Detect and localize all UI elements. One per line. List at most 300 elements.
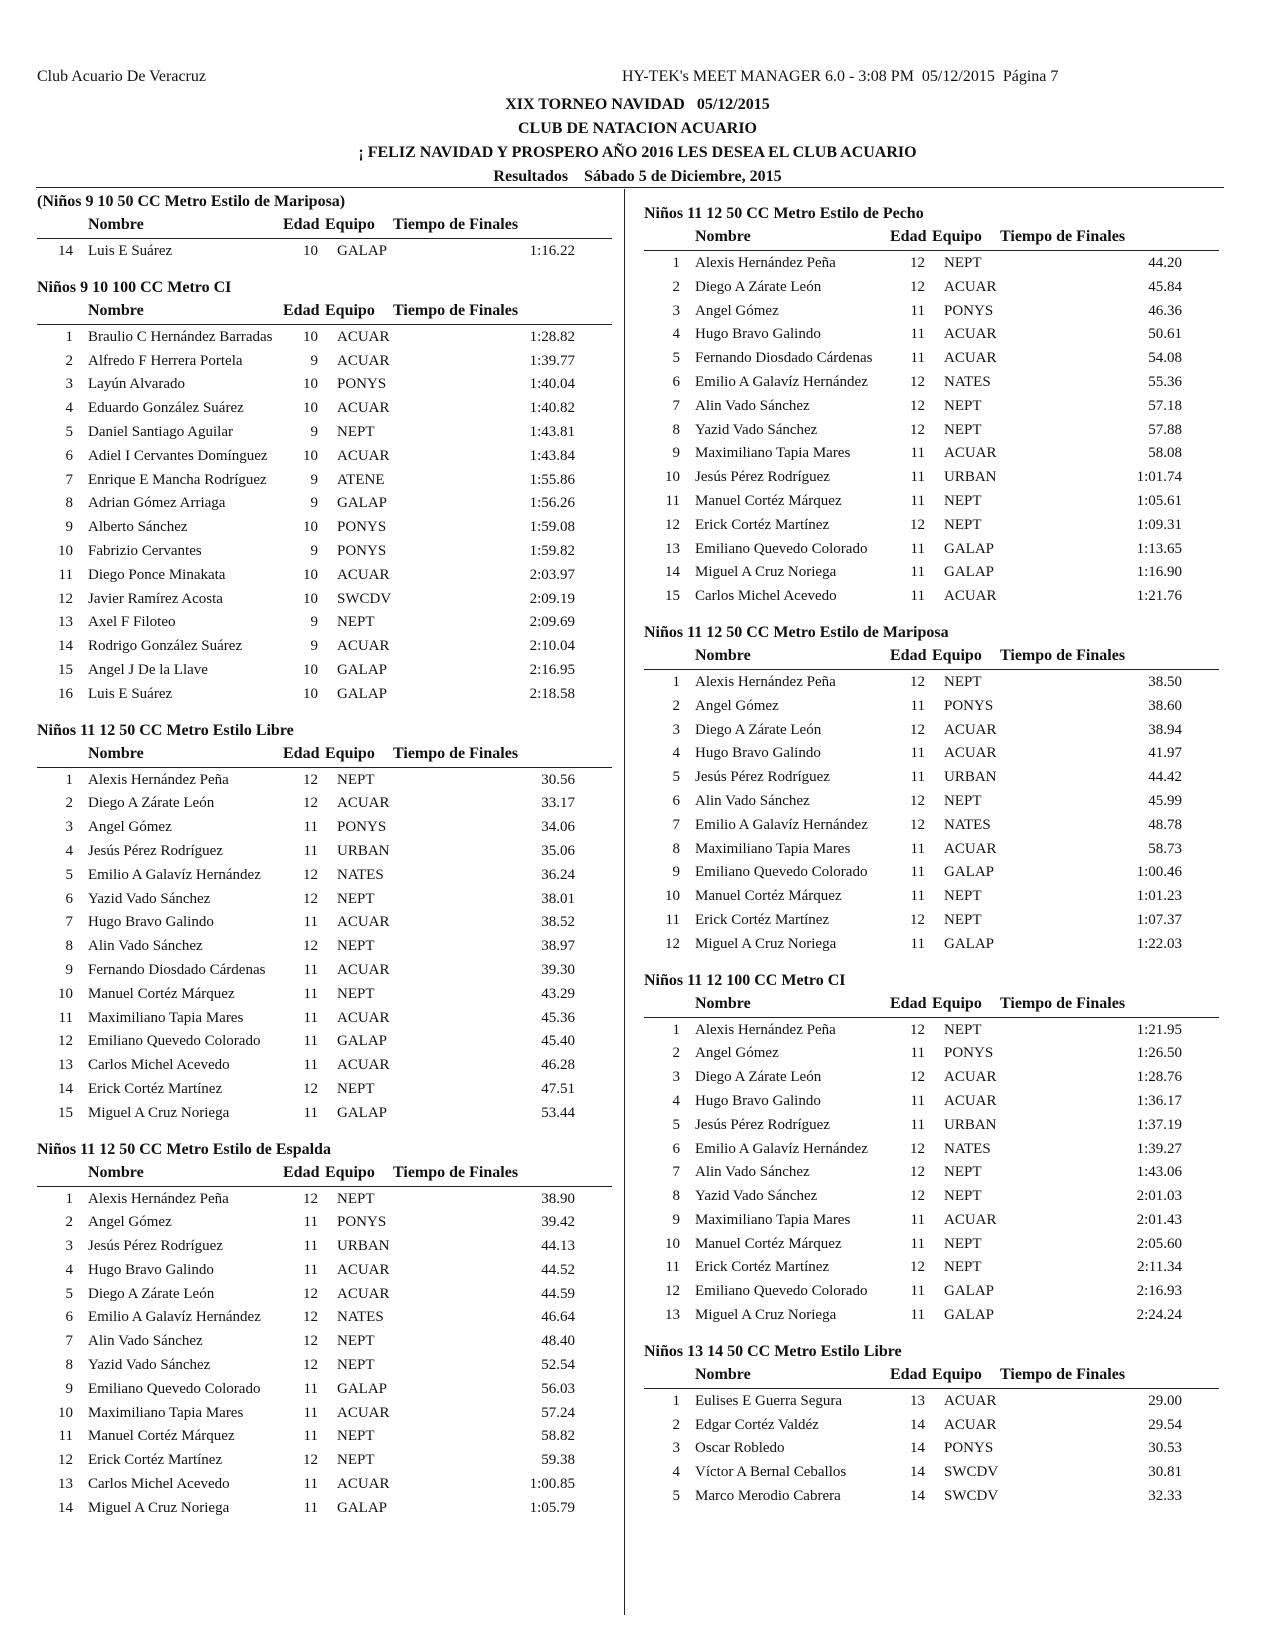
final-time: 45.84 [1148, 278, 1182, 295]
swimmer-name: Miguel A Cruz Noriega [695, 935, 837, 952]
swimmer-name: Angel Gómez [88, 819, 172, 836]
swimmer-age: 11 [303, 1033, 318, 1050]
final-time: 39.30 [541, 961, 575, 978]
swimmer-age: 11 [303, 1057, 318, 1074]
final-time: 48.78 [1148, 816, 1182, 833]
team: NEPT [944, 1164, 982, 1181]
final-time: 1:09.31 [1136, 516, 1182, 533]
swimmer-name: Miguel A Cruz Noriega [88, 1499, 230, 1516]
header-team: Equipo [325, 301, 375, 319]
team: NEPT [944, 1021, 982, 1038]
place: 9 [672, 1211, 680, 1228]
place: 10 [58, 985, 73, 1002]
place: 9 [672, 864, 680, 881]
place: 12 [58, 1452, 73, 1469]
result-row [37, 398, 612, 422]
swimmer-age: 14 [910, 1440, 925, 1457]
header-time: Tiempo de Finales [1000, 228, 1126, 245]
result-row [644, 743, 1219, 767]
final-time: 57.24 [541, 1404, 575, 1421]
swimmer-name: Jesús Pérez Rodríguez [695, 769, 830, 786]
swimmer-age: 11 [303, 842, 318, 859]
column-header [37, 302, 612, 325]
final-time: 44.42 [1148, 769, 1182, 786]
final-time: 1:01.74 [1136, 469, 1182, 486]
greeting: ¡ FELIZ NAVIDAD Y PROSPERO AÑO 2016 LES DESEA EL CLUB ACUARIO [358, 144, 917, 161]
swimmer-age: 9 [310, 352, 318, 369]
result-row [37, 589, 612, 613]
final-time: 38.01 [541, 890, 575, 907]
header-age: Edad [283, 1163, 320, 1181]
result-row [37, 1212, 612, 1236]
place: 2 [65, 352, 73, 369]
header-team: Equipo [932, 228, 982, 245]
team: ACUAR [944, 745, 997, 762]
swimmer-name: Emiliano Quevedo Colorado [88, 1033, 261, 1050]
team: ACUAR [337, 914, 390, 931]
swimmer-age: 9 [310, 614, 318, 631]
header-time: Tiempo de Finales [1000, 994, 1126, 1012]
final-time: 45.36 [541, 1009, 575, 1026]
swimmer-age: 12 [910, 421, 925, 438]
result-row [644, 586, 1219, 610]
final-time: 1:39.77 [529, 352, 575, 369]
swimmer-age: 10 [303, 661, 318, 678]
final-time: 1:39.27 [1136, 1140, 1182, 1157]
place: 2 [672, 278, 680, 295]
header-age: Edad [890, 994, 927, 1012]
swimmer-age: 11 [910, 697, 925, 714]
swimmer-name: Oscar Robledo [695, 1440, 785, 1457]
swimmer-name: Alin Vado Sánchez [88, 938, 203, 955]
place: 4 [672, 326, 680, 343]
final-time: 1:40.04 [529, 376, 575, 393]
place: 3 [672, 1440, 680, 1457]
team: ACUAR [944, 1092, 997, 1109]
final-time: 35.06 [541, 842, 575, 859]
final-time: 43.29 [541, 985, 575, 1002]
team: NEPT [944, 421, 982, 438]
team: NEPT [337, 890, 375, 907]
swimmer-age: 12 [910, 792, 925, 809]
result-row [644, 1438, 1219, 1462]
team: NATES [944, 816, 991, 833]
swimmer-name: Angel Gómez [88, 1214, 172, 1231]
team: URBAN [944, 469, 997, 486]
result-row [37, 1331, 612, 1355]
swimmer-name: Javier Ramírez Acosta [88, 590, 223, 607]
swimmer-name: Marco Merodio Cabrera [695, 1488, 841, 1505]
swimmer-age: 13 [910, 1392, 925, 1409]
swimmer-age: 9 [310, 471, 318, 488]
event-title: Niños 11 12 50 CC Metro Estilo de Espalda [37, 1140, 331, 1158]
swimmer-name: Diego Ponce Minakata [88, 566, 226, 583]
header-name: Nombre [88, 1163, 144, 1181]
column-header [37, 216, 612, 239]
swimmer-name: Maximiliano Tapia Mares [695, 1211, 851, 1228]
result-row [644, 1210, 1219, 1234]
swimmer-age: 12 [303, 795, 318, 812]
column-header [644, 647, 1219, 670]
club-name: Club Acuario De Veracruz [37, 68, 206, 85]
final-time: 29.54 [1148, 1416, 1182, 1433]
team: GALAP [337, 495, 388, 512]
swimmer-name: Manuel Cortéz Márquez [695, 1235, 842, 1252]
place: 7 [65, 471, 73, 488]
swimmer-name: Adrian Gómez Arriaga [88, 495, 226, 512]
final-time: 1:43.06 [1136, 1164, 1182, 1181]
result-row [37, 422, 612, 446]
event-title: Niños 11 12 50 CC Metro Estilo de Mariposa [644, 623, 949, 641]
team: NEPT [337, 423, 375, 440]
team: GALAP [337, 685, 388, 702]
team: NEPT [337, 1357, 375, 1374]
final-time: 44.52 [541, 1261, 575, 1278]
team: NATES [944, 1140, 991, 1157]
swimmer-name: Emilio A Galavíz Hernández [695, 373, 868, 390]
final-time: 2:01.43 [1136, 1211, 1182, 1228]
place: 10 [58, 1404, 73, 1421]
final-time: 1:43.81 [529, 423, 575, 440]
place: 5 [672, 1488, 680, 1505]
final-time: 41.97 [1148, 745, 1182, 762]
swimmer-name: Miguel A Cruz Noriega [695, 1307, 837, 1324]
team: ACUAR [944, 278, 997, 295]
place: 2 [65, 795, 73, 812]
swimmer-age: 11 [303, 1404, 318, 1421]
final-time: 1:01.23 [1136, 888, 1182, 905]
place: 14 [665, 564, 680, 581]
results-list [644, 1391, 1219, 1510]
place: 2 [672, 1045, 680, 1062]
final-time: 32.33 [1148, 1488, 1182, 1505]
place: 14 [58, 1499, 73, 1516]
swimmer-name: Angel Gómez [695, 1045, 779, 1062]
swimmer-age: 11 [303, 1238, 318, 1255]
swimmer-age: 10 [303, 243, 318, 259]
result-row [37, 1474, 612, 1498]
swimmer-age: 10 [303, 566, 318, 583]
team: ACUAR [337, 961, 390, 978]
result-row [37, 770, 612, 794]
swimmer-name: Diego A Zárate León [88, 795, 215, 812]
result-row [37, 1236, 612, 1260]
result-row [37, 1498, 612, 1522]
result-row [644, 277, 1219, 301]
swimmer-age: 12 [910, 1188, 925, 1205]
final-time: 38.60 [1148, 697, 1182, 714]
team: GALAP [944, 935, 995, 952]
result-row [644, 491, 1219, 515]
swimmer-age: 12 [303, 1452, 318, 1469]
team: PONYS [337, 376, 387, 393]
swimmer-name: Erick Cortéz Martínez [695, 1259, 830, 1276]
result-row [37, 541, 612, 565]
swimmer-age: 12 [910, 397, 925, 414]
team: NEPT [944, 673, 982, 690]
place: 7 [672, 816, 680, 833]
swimmer-name: Manuel Cortéz Márquez [695, 888, 842, 905]
swimmer-age: 12 [303, 1190, 318, 1207]
swimmer-name: Hugo Bravo Galindo [695, 745, 821, 762]
team: ACUAR [337, 400, 390, 417]
place: 8 [65, 495, 73, 512]
final-time: 2:01.03 [1136, 1188, 1182, 1205]
result-row [644, 1462, 1219, 1486]
team: ACUAR [944, 350, 997, 367]
team: NEPT [944, 888, 982, 905]
team: PONYS [337, 819, 387, 836]
place: 5 [672, 1116, 680, 1133]
team: GALAP [337, 661, 388, 678]
swimmer-name: Enrique E Mancha Rodríguez [88, 471, 267, 488]
team: GALAP [337, 1499, 388, 1516]
header-age: Edad [283, 216, 320, 233]
final-time: 1:59.08 [529, 519, 575, 536]
final-time: 39.42 [541, 1214, 575, 1231]
swimmer-name: Erick Cortéz Martínez [695, 516, 830, 533]
place: 1 [65, 328, 73, 345]
final-time: 2:18.58 [529, 685, 575, 702]
final-time: 38.50 [1148, 673, 1182, 690]
result-row [37, 1379, 612, 1403]
event-block [37, 278, 612, 708]
swimmer-name: Emiliano Quevedo Colorado [88, 1380, 261, 1397]
result-row [37, 1355, 612, 1379]
swimmer-age: 12 [303, 1285, 318, 1302]
result-row [644, 934, 1219, 958]
place: 3 [672, 721, 680, 738]
header-rule [36, 187, 1224, 188]
place: 6 [672, 1140, 680, 1157]
swimmer-name: Alfredo F Herrera Portela [88, 352, 243, 369]
result-row [644, 539, 1219, 563]
result-row [37, 1260, 612, 1284]
team: GALAP [337, 1104, 388, 1121]
swimmer-age: 11 [910, 745, 925, 762]
place: 3 [65, 376, 73, 393]
swimmer-name: Hugo Bravo Galindo [88, 1261, 214, 1278]
place: 15 [665, 588, 680, 605]
team: ACUAR [944, 326, 997, 343]
swimmer-name: Manuel Cortéz Márquez [695, 492, 842, 509]
place: 14 [58, 638, 73, 655]
header-team: Equipo [932, 994, 982, 1012]
team: ACUAR [337, 328, 390, 345]
result-row [644, 396, 1219, 420]
team: NEPT [337, 614, 375, 631]
swimmer-name: Maximiliano Tapia Mares [88, 1009, 244, 1026]
swimmer-age: 11 [303, 1009, 318, 1026]
place: 13 [665, 1307, 680, 1324]
swimmer-age: 12 [303, 1357, 318, 1374]
column-header [37, 745, 612, 768]
results-list [37, 770, 612, 1127]
swimmer-age: 12 [910, 516, 925, 533]
swimmer-name: Edgar Cortéz Valdéz [695, 1416, 819, 1433]
swimmer-age: 9 [310, 423, 318, 440]
result-row [37, 351, 612, 375]
final-time: 44.20 [1148, 255, 1182, 271]
swimmer-age: 11 [910, 1116, 925, 1133]
result-row [644, 1020, 1219, 1044]
result-row [37, 1008, 612, 1032]
place: 8 [672, 840, 680, 857]
result-row [37, 612, 612, 636]
swimmer-age: 11 [910, 769, 925, 786]
final-time: 1:16.90 [1136, 564, 1182, 581]
result-row [644, 443, 1219, 467]
place: 3 [672, 1069, 680, 1086]
swimmer-name: Angel Gómez [695, 302, 779, 319]
place: 2 [65, 1214, 73, 1231]
swimmer-age: 11 [910, 445, 925, 462]
team: ACUAR [337, 1009, 390, 1026]
swimmer-name: Daniel Santiago Aguilar [88, 423, 233, 440]
final-time: 1:13.65 [1136, 540, 1182, 557]
place: 3 [672, 302, 680, 319]
swimmer-age: 12 [910, 911, 925, 928]
result-row [37, 684, 612, 708]
swimmer-name: Hugo Bravo Galindo [695, 326, 821, 343]
swimmer-age: 11 [303, 1476, 318, 1493]
team: ACUAR [337, 795, 390, 812]
team: URBAN [944, 1116, 997, 1133]
result-row [644, 1139, 1219, 1163]
swimmer-age: 12 [303, 1080, 318, 1097]
final-time: 46.28 [541, 1057, 575, 1074]
team: GALAP [944, 1283, 995, 1300]
team: NEPT [337, 1428, 375, 1445]
swimmer-name: Eulises E Guerra Segura [695, 1392, 843, 1409]
swimmer-age: 11 [910, 469, 925, 486]
team: URBAN [337, 1238, 390, 1255]
swimmer-age: 14 [910, 1416, 925, 1433]
team: ACUAR [337, 638, 390, 655]
swimmer-name: Emilio A Galavíz Hernández [88, 866, 261, 883]
final-time: 50.61 [1148, 326, 1182, 343]
final-time: 38.97 [541, 938, 575, 955]
result-row [644, 1043, 1219, 1067]
swimmer-age: 12 [910, 1069, 925, 1086]
swimmer-age: 12 [910, 673, 925, 690]
team: NATES [337, 1309, 384, 1326]
final-time: 2:10.04 [529, 638, 575, 655]
result-row [644, 886, 1219, 910]
final-time: 2:03.97 [529, 566, 575, 583]
place: 11 [58, 1009, 73, 1026]
result-row [644, 767, 1219, 791]
swimmer-age: 11 [910, 1283, 925, 1300]
swimmer-age: 11 [910, 1235, 925, 1252]
result-row [644, 815, 1219, 839]
place: 12 [58, 1033, 73, 1050]
swimmer-name: Diego A Zárate León [88, 1285, 215, 1302]
team: NEPT [337, 1452, 375, 1469]
place: 1 [672, 1392, 680, 1409]
final-time: 1:07.37 [1136, 911, 1182, 928]
swimmer-name: Angel J De la Llave [88, 661, 208, 678]
swimmer-age: 10 [303, 376, 318, 393]
team: ACUAR [944, 1069, 997, 1086]
right-column [644, 204, 1219, 1523]
final-time: 59.38 [541, 1452, 575, 1469]
swimmer-age: 11 [303, 1380, 318, 1397]
final-time: 29.00 [1148, 1392, 1182, 1409]
result-row [37, 1403, 612, 1427]
result-row [644, 839, 1219, 863]
result-row [37, 1450, 612, 1474]
place: 5 [672, 350, 680, 367]
results-list [37, 327, 612, 708]
place: 11 [665, 911, 680, 928]
swimmer-name: Miguel A Cruz Noriega [88, 1104, 230, 1121]
swimmer-age: 11 [910, 1092, 925, 1109]
team: ACUAR [337, 566, 390, 583]
final-time: 58.82 [541, 1428, 575, 1445]
swimmer-age: 10 [303, 328, 318, 345]
place: 10 [58, 542, 73, 559]
place: 1 [672, 1021, 680, 1038]
swimmer-name: Jesús Pérez Rodríguez [695, 469, 830, 486]
team: NEPT [337, 1190, 375, 1207]
result-row [644, 348, 1219, 372]
results-list [37, 1189, 612, 1522]
swimmer-name: Emiliano Quevedo Colorado [695, 1283, 868, 1300]
swimmer-age: 11 [910, 1307, 925, 1324]
swimmer-age: 11 [303, 1499, 318, 1516]
team: GALAP [337, 243, 388, 259]
result-row [37, 327, 612, 351]
swimmer-name: Erick Cortéz Martínez [88, 1080, 223, 1097]
swimmer-age: 11 [303, 1214, 318, 1231]
result-row [644, 1162, 1219, 1186]
final-time: 1:28.82 [529, 328, 575, 345]
team: ATENE [337, 471, 385, 488]
event-block [37, 721, 612, 1127]
swimmer-age: 11 [910, 326, 925, 343]
header-age: Edad [890, 1365, 927, 1383]
place: 1 [65, 771, 73, 788]
header-age: Edad [890, 646, 927, 664]
swimmer-name: Miguel A Cruz Noriega [695, 564, 837, 581]
result-row [644, 301, 1219, 325]
final-time: 2:24.24 [1136, 1307, 1182, 1324]
place: 12 [665, 1283, 680, 1300]
result-row [37, 1307, 612, 1331]
final-time: 54.08 [1148, 350, 1182, 367]
event-title: (Niños 9 10 50 CC Metro Estilo de Mariposa) [37, 193, 346, 210]
event-block [37, 1140, 612, 1522]
column-divider [624, 189, 625, 1615]
swimmer-age: 12 [910, 1021, 925, 1038]
swimmer-age: 11 [910, 864, 925, 881]
team: GALAP [944, 564, 995, 581]
swimmer-name: Jesús Pérez Rodríguez [88, 842, 223, 859]
place: 7 [65, 914, 73, 931]
team: ACUAR [337, 352, 390, 369]
result-row [37, 1103, 612, 1127]
final-time: 58.08 [1148, 445, 1182, 462]
header-team: Equipo [325, 216, 375, 233]
swimmer-age: 11 [910, 1045, 925, 1062]
swimmer-name: Fernando Diosdado Cárdenas [695, 350, 873, 367]
swimmer-name: Alexis Hernández Peña [88, 771, 229, 788]
place: 4 [65, 400, 73, 417]
place: 9 [65, 519, 73, 536]
swimmer-age: 11 [303, 1428, 318, 1445]
swimmer-age: 11 [910, 492, 925, 509]
